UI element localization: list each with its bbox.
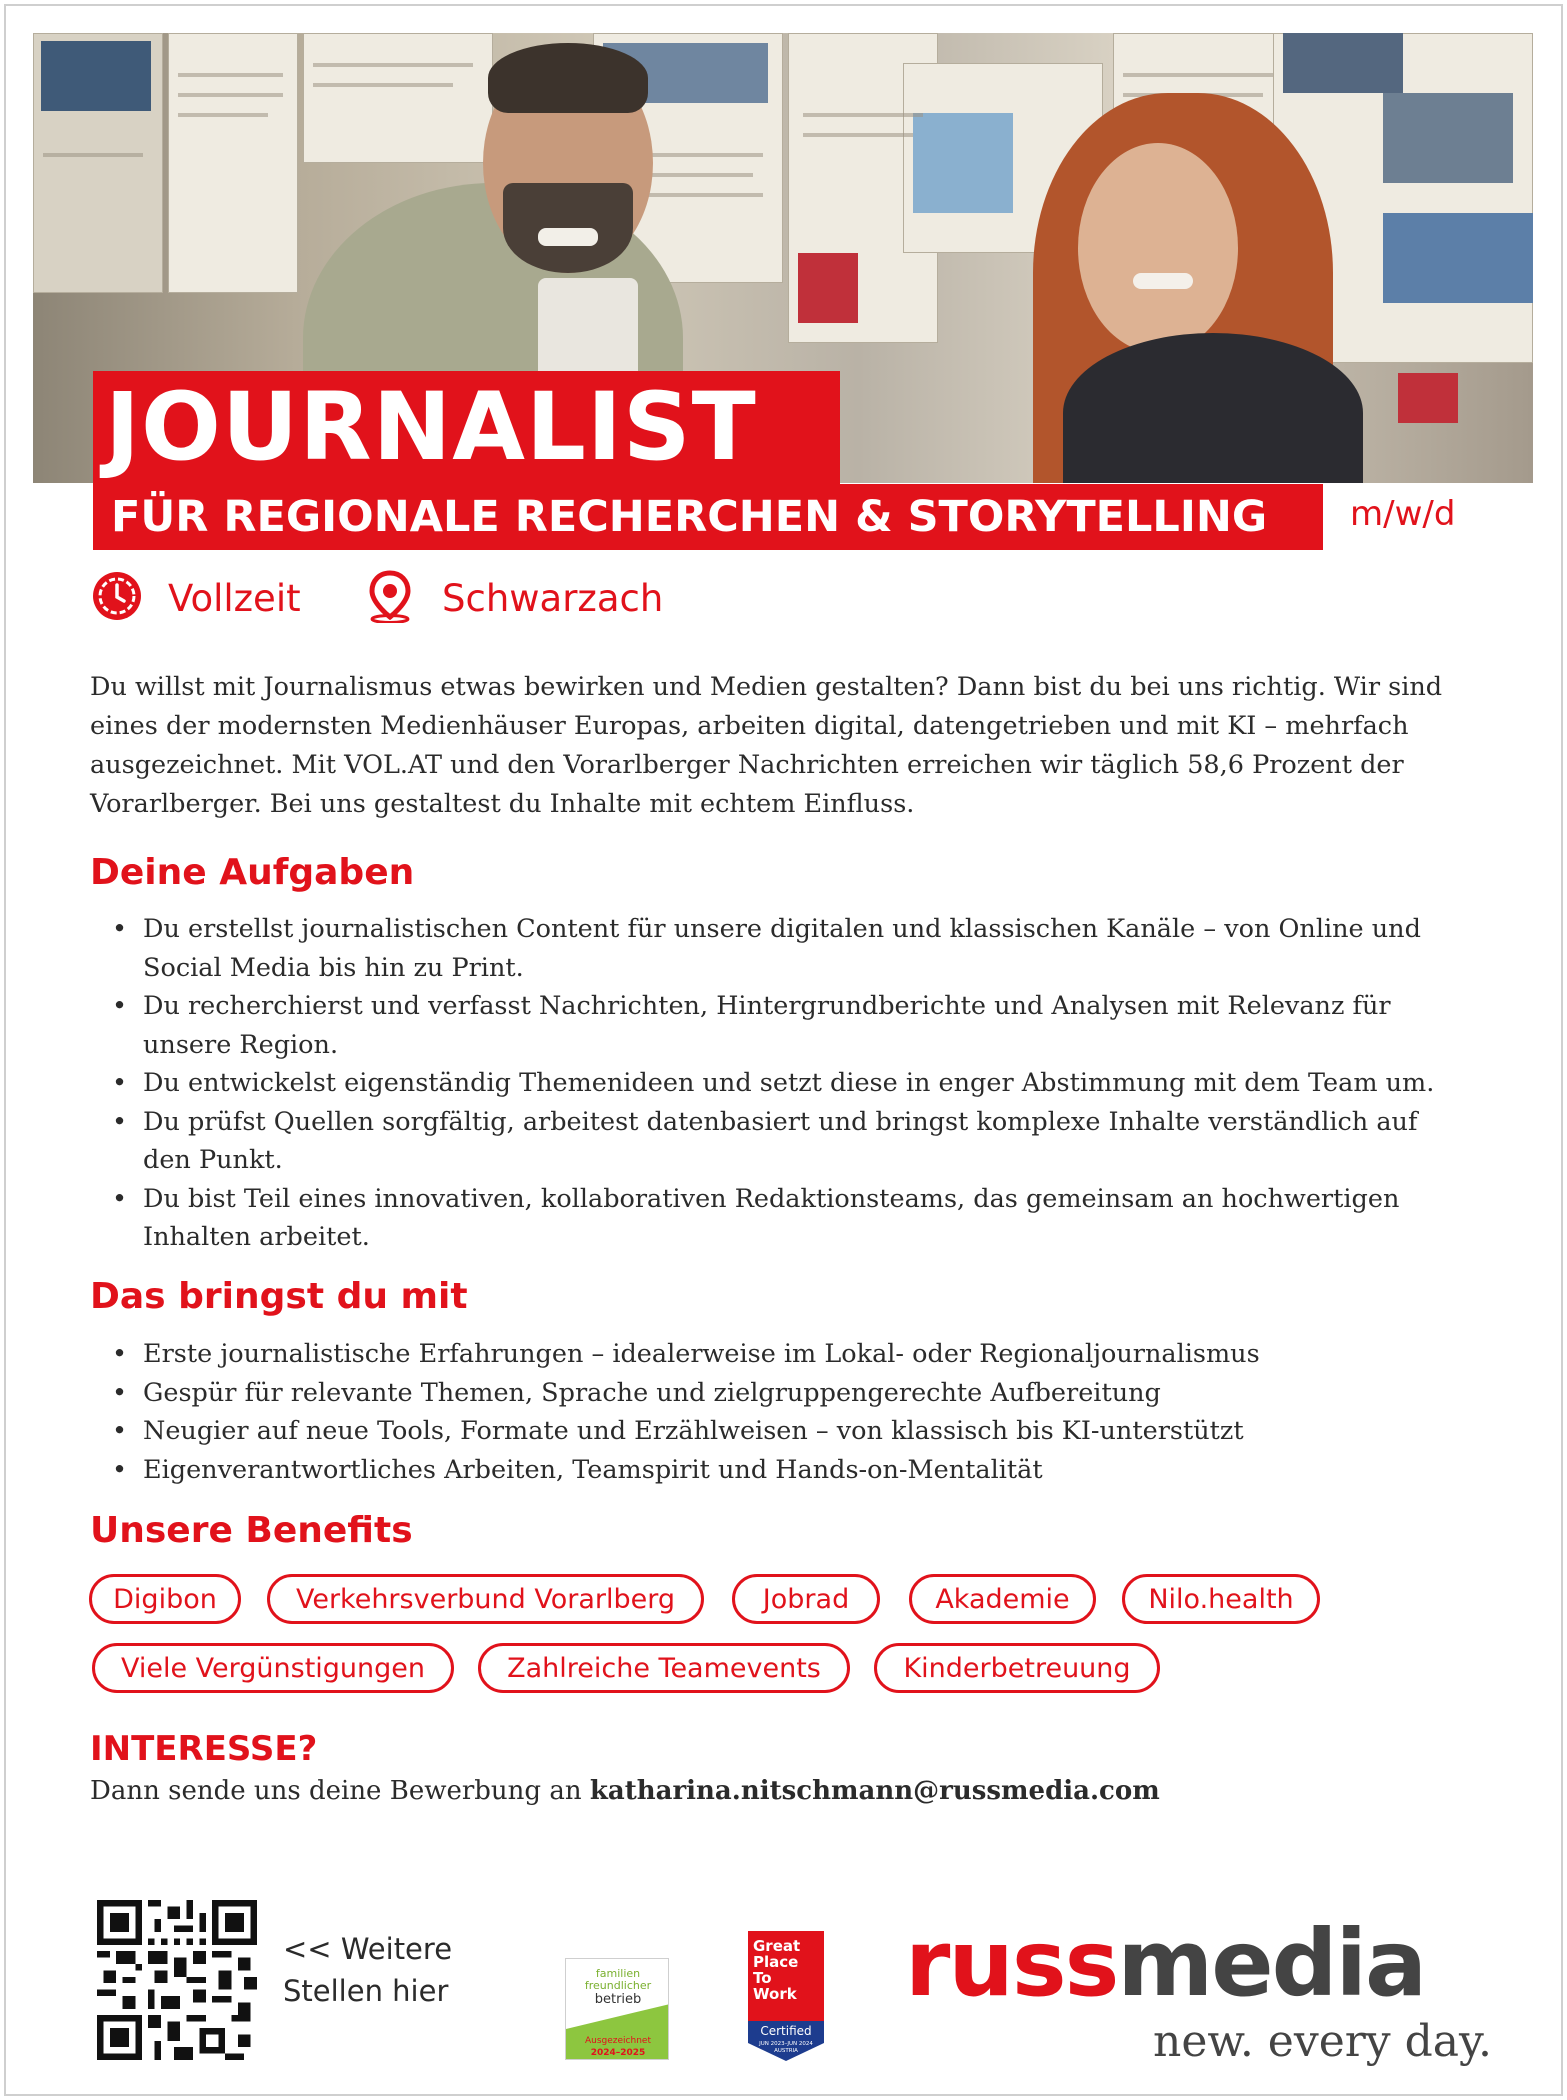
badge-text: betrieb [594, 1992, 642, 2007]
benefit-pill: Zahlreiche Teamevents [478, 1643, 850, 1693]
list-item: • Erste journalistische Erfahrungen – idealerweise im Lokal- oder Regionaljournalismus [112, 1335, 1472, 1374]
logo-media: media [1117, 1910, 1426, 2017]
great-place-to-work-badge [748, 1931, 824, 2061]
more-jobs-label[interactable] [283, 1928, 452, 2012]
intro-paragraph: Du willst mit Journalismus etwas bewirken und Medien gestalten? Dann bist du bei uns richtig. Wir sind eines der modernsten Medienhäuser Europas, arbeiten digital, datengetrieben und mit KI – mehrfach ausgezeichnet. Mit VOL.AT und den Vorarlberger Nachrichten erreichen wir täglich 58,6 Prozent der Vorarlberger. Bei uns gestaltest du Inhalte mit echtem Einfluss. [90, 672, 1443, 819]
list-item: • Du erstellst journalistischen Content für unsere digitalen und klassischen Kanäle – von Online und Social Media bis hin zu Print. [112, 910, 1472, 987]
gender-label: m/w/d [1350, 494, 1456, 534]
job-location-label: Schwarzach [442, 576, 664, 620]
list-item: • Du prüfst Quellen sorgfältig, arbeitest datenbasiert und bringst komplexe Inhalte verständlich auf den Punkt. [112, 1103, 1472, 1180]
apply-label: Dann sende uns deine Bewerbung an [90, 1776, 590, 1806]
job-subtitle: FÜR REGIONALE RECHERCHEN & STORYTELLING [111, 492, 1268, 542]
list-item: • Eigenverantwortliches Arbeiten, Teamspirit und Hands-on-Mentalität [112, 1451, 1472, 1490]
job-subtitle-bar [93, 484, 1323, 550]
badge-text: Place [753, 1953, 799, 1971]
apply-text [90, 1776, 1160, 1806]
logo-tagline: new. every day. [1153, 2016, 1493, 2067]
requirements-list [112, 1335, 1472, 1489]
list-item: • Du entwickelst eigenständig Themenideen und setzt diese in enger Abstimmung mit dem Team um. [112, 1064, 1472, 1103]
job-title-bar [93, 371, 840, 485]
russmedia-logo[interactable] [905, 1910, 1493, 2067]
employment-type [92, 568, 301, 628]
list-item: • Du recherchierst und verfasst Nachrichten, Hintergrundberichte und Analysen mit Relevanz für unsere Region. [112, 987, 1472, 1064]
job-title: JOURNALIST [105, 373, 757, 482]
badge-text: freundlicher [584, 1979, 652, 1992]
badge-text: Ausgezeichnet [585, 2036, 651, 2046]
family-friendly-badge [565, 1958, 669, 2060]
benefit-pill: Jobrad [732, 1574, 880, 1624]
more-jobs-label-line1: << Weitere [283, 1932, 453, 1966]
list-item: • Neugier auf neue Tools, Formate und Erzählweisen – von klassisch bis KI-unterstützt [112, 1412, 1472, 1451]
list-item: • Du bist Teil eines innovativen, kollaborativen Redaktionsteams, das gemeinsam an hochwertigen Inhalten arbeitet. [112, 1180, 1472, 1257]
badge-text: familien [595, 1967, 641, 1980]
russmedia-wordmark [905, 1910, 1426, 2017]
requirements-heading: Das bringst du mit [90, 1276, 468, 1317]
badge-text: Great [753, 1937, 801, 1955]
employment-type-label: Vollzeit [168, 576, 301, 620]
benefit-pill: Digibon [89, 1574, 241, 1624]
location-pin-icon [364, 569, 416, 627]
badge-text: 2024–2025 [590, 2048, 646, 2058]
badge-text: Certified [760, 2024, 812, 2038]
contact-email[interactable]: katharina.nitschmann@russmedia.com [589, 1776, 1160, 1806]
qr-code[interactable] [97, 1900, 257, 2060]
interest-heading: INTERESSE? [90, 1729, 318, 1769]
list-item: • Gespür für relevante Themen, Sprache und zielgruppengerechte Aufbereitung [112, 1374, 1472, 1413]
benefit-pill: Kinderbetreuung [874, 1643, 1160, 1693]
benefit-pill: Verkehrsverbund Vorarlberg [267, 1574, 704, 1624]
clock-icon [92, 571, 142, 625]
badge-text: Work [753, 1985, 797, 2003]
logo-russ: russ [905, 1910, 1118, 2017]
job-location [364, 568, 663, 628]
benefit-pill: Nilo.health [1122, 1574, 1320, 1624]
benefit-pill: Viele Vergünstigungen [92, 1643, 454, 1693]
tasks-heading: Deine Aufgaben [90, 852, 415, 893]
benefit-pill: Akademie [909, 1574, 1096, 1624]
more-jobs-label-line2: Stellen hier [283, 1974, 449, 2008]
badge-text: JUN 2023–JUN 2024 [759, 2041, 813, 2047]
badge-text: To [753, 1969, 772, 1987]
tasks-list [112, 910, 1472, 1257]
benefits-heading: Unsere Benefits [90, 1510, 413, 1551]
badge-text: AUSTRIA [774, 2048, 798, 2054]
